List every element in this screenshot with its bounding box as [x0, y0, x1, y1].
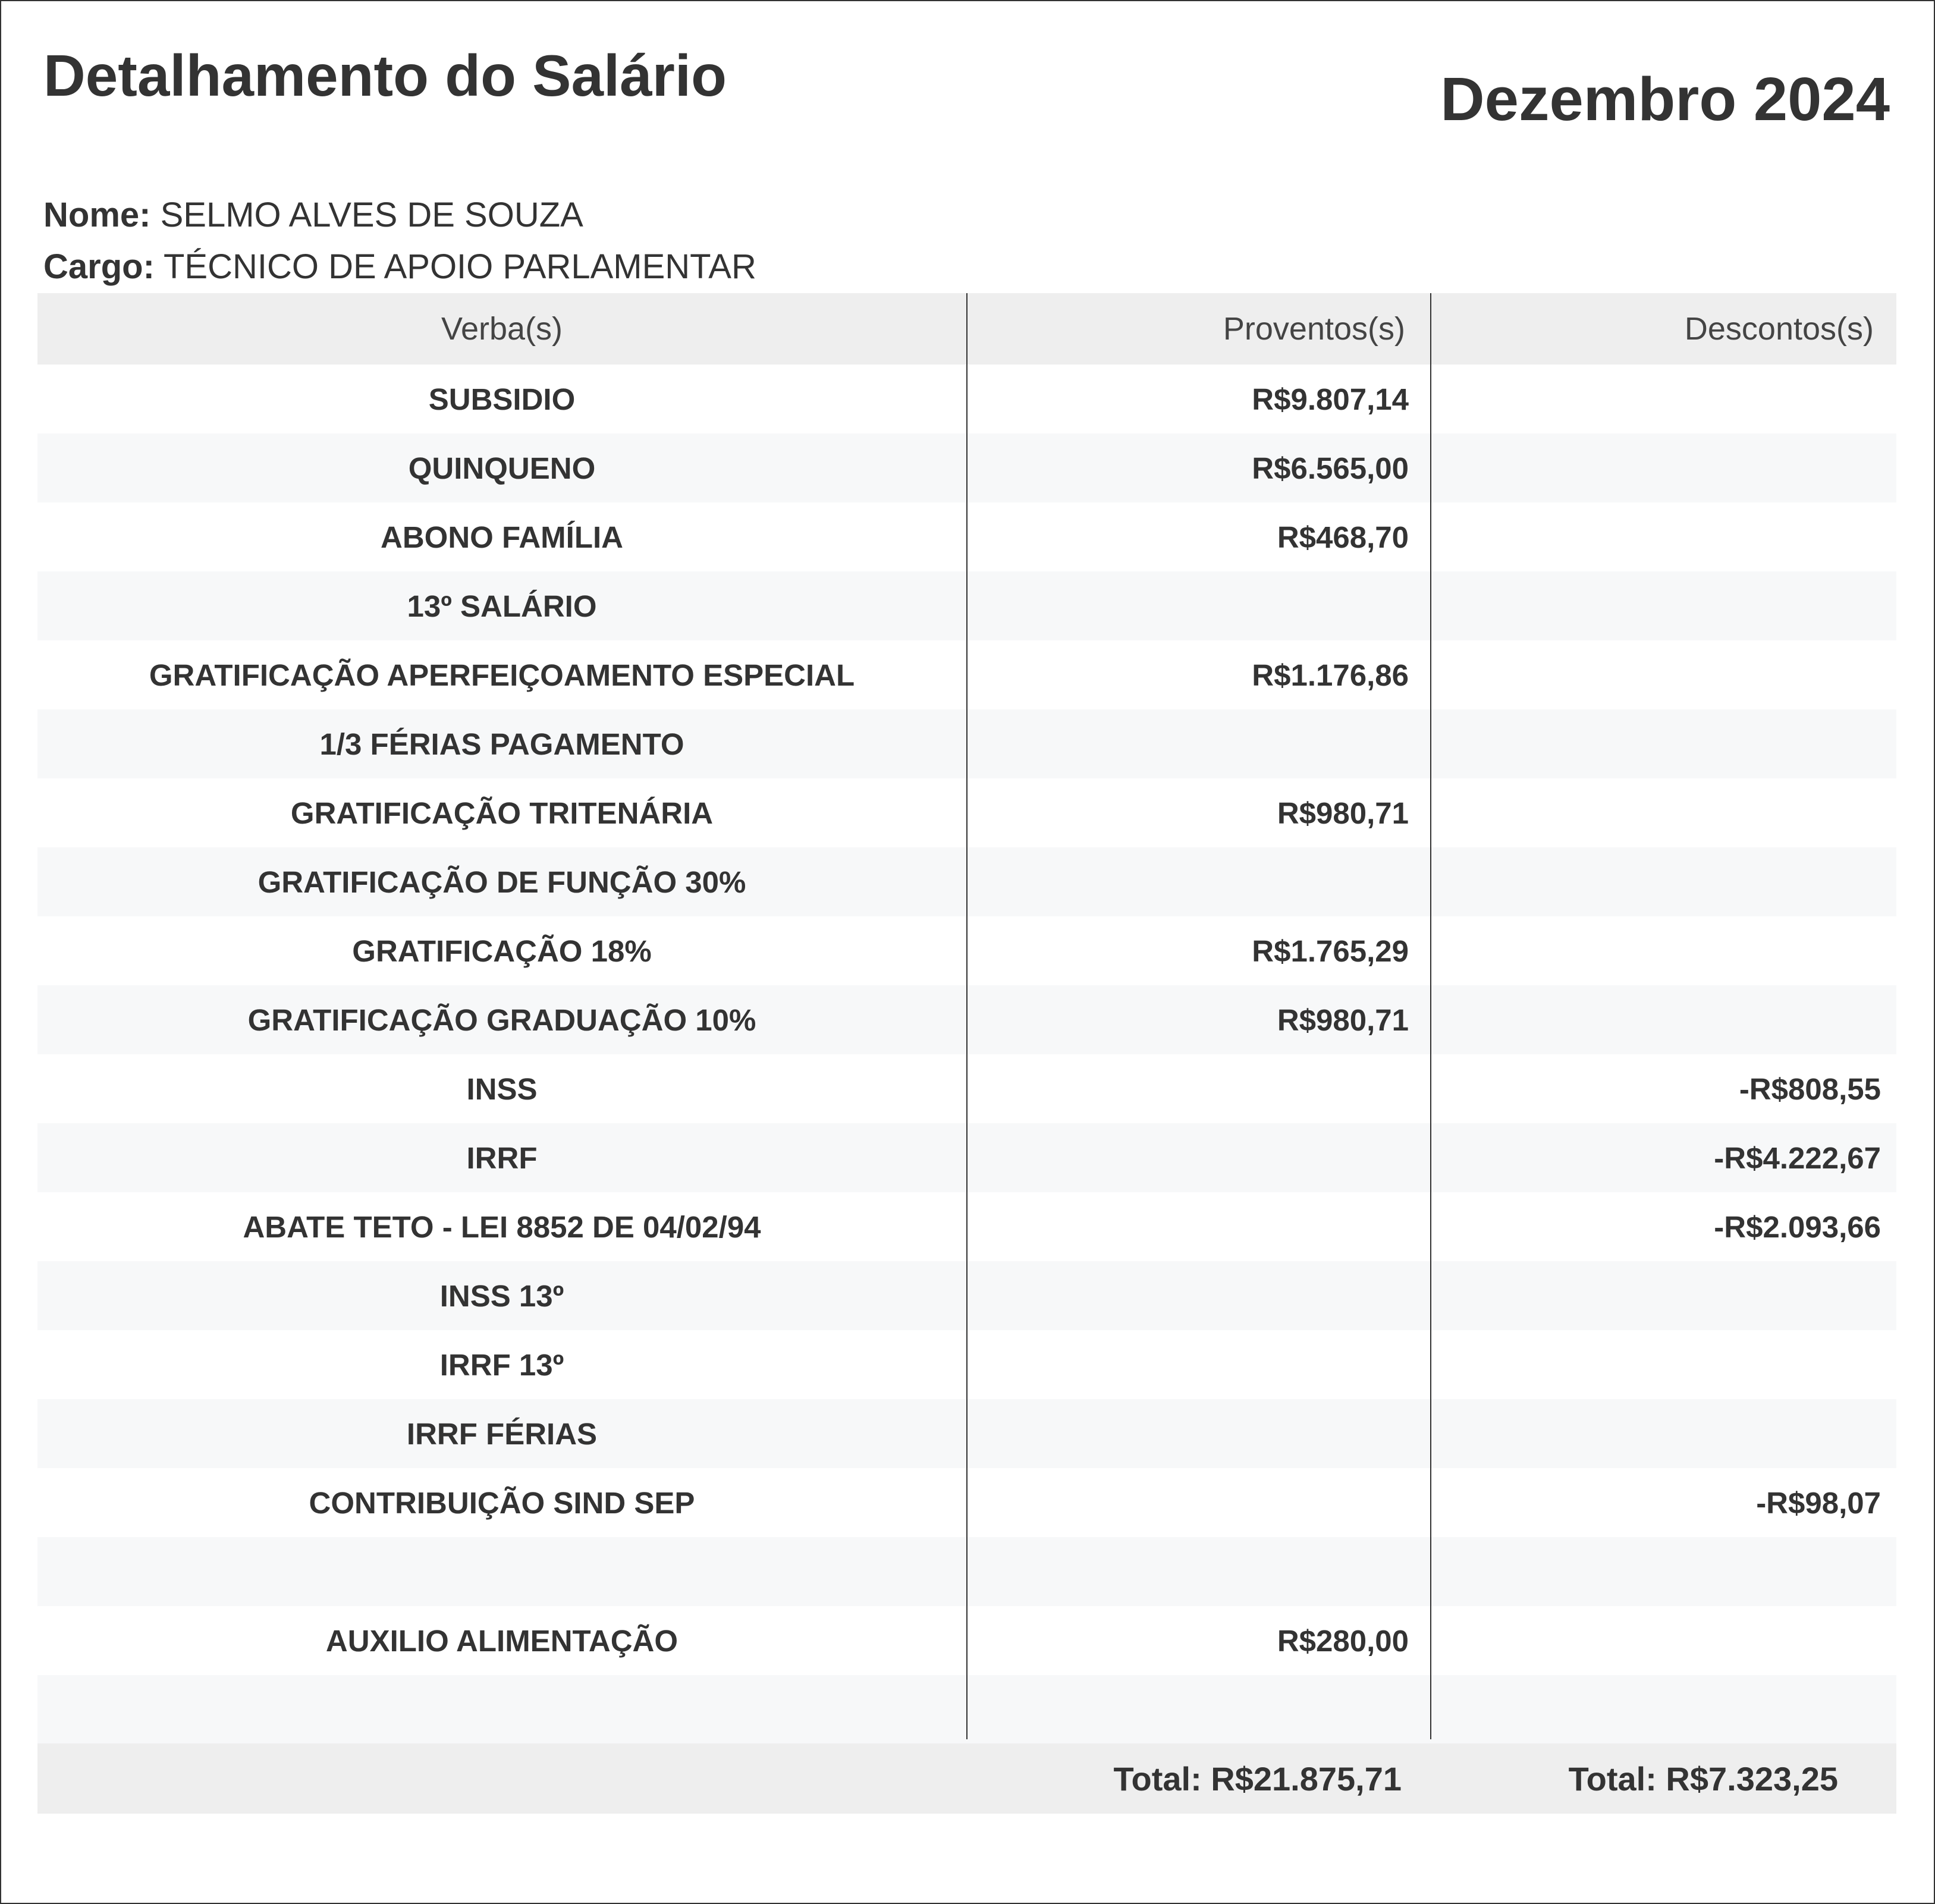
verba-cell: GRATIFICAÇÃO APERFEIÇOAMENTO ESPECIAL: [149, 658, 855, 692]
proventos-cell: [966, 1123, 1430, 1192]
verba-cell: GRATIFICAÇÃO DE FUNÇÃO 30%: [257, 865, 746, 899]
descontos-cell: [1430, 640, 1896, 709]
column-divider: [966, 293, 968, 1739]
proventos-cell: [966, 1468, 1430, 1537]
proventos-cell: [966, 847, 1430, 916]
proventos-cell: [966, 1675, 1430, 1744]
employee-role: TÉCNICO DE APOIO PARLAMENTAR: [163, 247, 756, 286]
verba-cell: CONTRIBUIÇÃO SIND SEP: [309, 1485, 695, 1520]
proventos-cell: R$6.565,00: [1252, 451, 1409, 485]
name-label: Nome:: [43, 196, 151, 234]
verba-cell: ABONO FAMÍLIA: [381, 520, 623, 554]
proventos-cell: R$1.765,29: [1252, 934, 1409, 968]
descontos-cell: [1430, 1606, 1896, 1675]
column-header-descontos: Descontos(s): [1684, 311, 1874, 347]
verba-cell: INSS: [466, 1072, 538, 1106]
descontos-cell: [1430, 847, 1896, 916]
role-label: Cargo:: [43, 247, 155, 286]
descontos-cell: [1430, 1330, 1896, 1399]
proventos-cell: R$1.176,86: [1252, 658, 1409, 692]
page-title: Detalhamento do Salário: [43, 43, 727, 108]
descontos-cell: [1430, 433, 1896, 502]
total-proventos: Total: R$21.875,71: [1113, 1760, 1402, 1798]
verba-cell: GRATIFICAÇÃO TRITENÁRIA: [290, 796, 714, 830]
proventos-cell: [966, 1192, 1430, 1261]
proventos-cell: [966, 571, 1430, 640]
verba-cell: QUINQUENO: [408, 451, 596, 485]
totals-row: [37, 1743, 1896, 1814]
proventos-cell: [966, 1399, 1430, 1468]
proventos-cell: R$9.807,14: [1252, 382, 1409, 416]
descontos-cell: [1430, 1261, 1896, 1330]
verba-cell: IRRF 13º: [439, 1347, 564, 1382]
proventos-cell: [966, 1330, 1430, 1399]
proventos-cell: [966, 1054, 1430, 1123]
verba-cell: IRRF: [466, 1140, 538, 1175]
employee-name: SELMO ALVES DE SOUZA: [160, 196, 583, 234]
verba-cell: GRATIFICAÇÃO 18%: [352, 934, 652, 968]
descontos-cell: [1430, 985, 1896, 1054]
verba-cell: SUBSIDIO: [428, 382, 576, 416]
proventos-cell: R$980,71: [1277, 1003, 1409, 1037]
proventos-cell: [966, 709, 1430, 778]
descontos-cell: [1430, 1537, 1896, 1606]
descontos-cell: [1430, 502, 1896, 571]
verba-cell: 13º SALÁRIO: [407, 589, 597, 623]
descontos-cell: -R$98,07: [1756, 1485, 1881, 1520]
descontos-cell: -R$808,55: [1739, 1072, 1881, 1106]
descontos-cell: [1430, 916, 1896, 985]
verba-cell: [37, 1537, 966, 1606]
employee-name-line: [43, 198, 583, 232]
descontos-cell: [1430, 571, 1896, 640]
proventos-cell: [966, 1261, 1430, 1330]
verba-cell: IRRF FÉRIAS: [406, 1416, 598, 1451]
proventos-cell: R$980,71: [1277, 796, 1409, 830]
descontos-cell: -R$4.222,67: [1714, 1140, 1881, 1175]
descontos-cell: [1430, 1399, 1896, 1468]
descontos-cell: -R$2.093,66: [1714, 1209, 1881, 1244]
period-label: Dezembro 2024: [1440, 65, 1890, 133]
descontos-cell: [1430, 1675, 1896, 1744]
descontos-cell: [1430, 778, 1896, 847]
column-divider: [1430, 293, 1431, 1739]
descontos-cell: [1430, 709, 1896, 778]
proventos-cell: [966, 1537, 1430, 1606]
proventos-cell: R$468,70: [1277, 520, 1409, 554]
verba-cell: INSS 13º: [439, 1278, 564, 1313]
proventos-cell: R$280,00: [1277, 1623, 1409, 1658]
verba-cell: AUXILIO ALIMENTAÇÃO: [325, 1623, 678, 1658]
descontos-cell: [1430, 365, 1896, 433]
column-header-proventos: Proventos(s): [1223, 311, 1405, 347]
verba-cell: [37, 1675, 966, 1744]
verba-cell: GRATIFICAÇÃO GRADUAÇÃO 10%: [247, 1003, 756, 1037]
verba-cell: 1/3 FÉRIAS PAGAMENTO: [319, 727, 684, 761]
column-header-verba: Verba(s): [441, 311, 563, 347]
employee-role-line: [43, 247, 756, 286]
total-descontos: Total: R$7.323,25: [1568, 1760, 1838, 1798]
verba-cell: ABATE TETO - LEI 8852 DE 04/02/94: [243, 1209, 761, 1244]
